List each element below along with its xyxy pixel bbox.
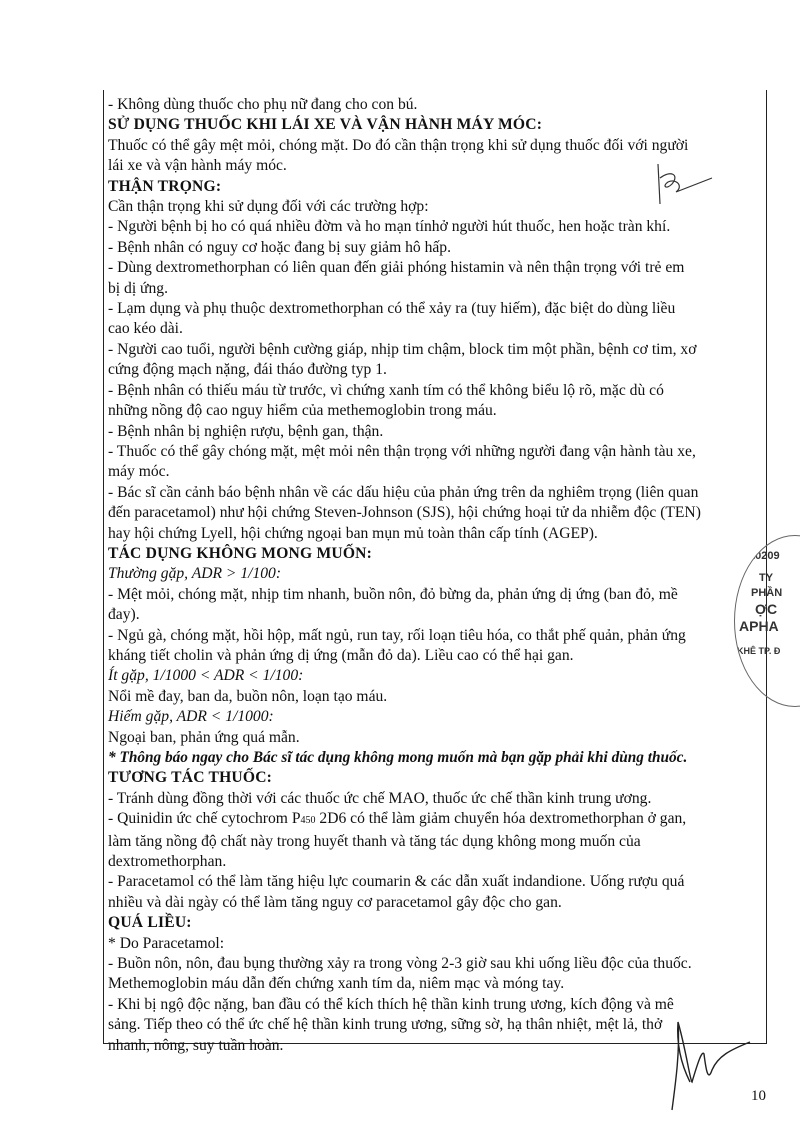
text-segment: 2D6 có thể làm giảm chuyển hóa dextromethorphan ở gan, [315, 810, 687, 828]
text-line: làm tăng nồng độ chất này trong huyết thanh và tăng tác dụng không mong muốn của [108, 832, 641, 850]
subscript: 450 [300, 815, 316, 827]
warning-note: * Thông báo ngay cho Bác sĩ tác dụng không mong muốn mà bạn gặp phải khi dùng thuốc. [108, 749, 688, 766]
text-line: Nổi mề đay, ban da, buồn nôn, loạn tạo máu. [108, 687, 388, 705]
text-line: máy móc. [108, 463, 170, 481]
heading-interactions: TƯƠNG TÁC THUỐC: [108, 769, 273, 787]
page-number: 10 [751, 1088, 766, 1104]
subheading-common: Thường gặp, ADR > 1/100: [108, 565, 282, 583]
stamp-text: ỢC [755, 601, 778, 617]
text-line: nhanh, nông, suy tuần hoàn. [108, 1036, 284, 1054]
text-line: - Mệt mỏi, chóng mặt, nhịp tim nhanh, buồn nôn, đỏ bừng da, phản ứng dị ứng (ban đỏ, mề [108, 585, 678, 603]
text-line: - Paracetamol có thể làm tăng hiệu lực coumarin & các dẫn xuất indandione. Uống rượu quá [108, 873, 685, 891]
stamp-text: 10209 [749, 550, 780, 562]
text-line: - Dùng dextromethorphan có liên quan đến giải phóng histamin và nên thận trọng với trẻ em [108, 259, 685, 277]
subheading-rare: Hiếm gặp, ADR < 1/1000: [108, 708, 274, 726]
initials-signature [650, 160, 720, 210]
text-line: cao kéo dài. [108, 320, 183, 338]
stamp-text: TY [759, 572, 774, 584]
text-line [108, 809, 763, 831]
text-line: đay). [108, 606, 140, 624]
text-line: - Tránh dùng đồng thời với các thuốc ức chế MAO, thuốc ức chế thần kinh trung ương. [108, 789, 652, 807]
text-line: sảng. Tiếp theo có thể ức chế hệ thần kinh trung ương, sững sờ, hạ thân nhiệt, mệt lả, thở [108, 1016, 663, 1034]
text-line: đến paracetamol) như hội chứng Steven-Johnson (SJS), hội chứng hoại tử da nhiễm độc (TEN) [108, 504, 701, 522]
text-line: Ngoại ban, phản ứng quá mẫn. [108, 728, 300, 746]
heading-driving: SỬ DỤNG THUỐC KHI LÁI XE VÀ VẬN HÀNH MÁY MÓC: [108, 116, 543, 134]
text-line: - Buồn nôn, nôn, đau bụng thường xảy ra trong vòng 2-3 giờ sau khi uống liều độc của thuốc. [108, 955, 692, 973]
text-line: dextromethorphan. [108, 853, 227, 871]
heading-caution: THẬN TRỌNG: [108, 177, 222, 195]
text-line: - Ngủ gà, chóng mặt, hồi hộp, mất ngủ, run tay, rối loạn tiêu hóa, co thắt phế quản, phản ứng [108, 626, 686, 644]
text-line: - Bác sĩ cần cảnh báo bệnh nhân về các dấu hiệu của phản ứng trên da nghiêm trọng (liên quan [108, 483, 699, 501]
text-line: Methemoglobin máu dẫn đến chứng xanh tím da, niêm mạc và móng tay. [108, 975, 565, 993]
text-line: - Lạm dụng và phụ thuộc dextromethorphan có thể xảy ra (tuy hiếm), đặc biệt do dùng liều [108, 300, 676, 318]
text-segment: - Quinidin ức chế cytochrom P [108, 810, 301, 828]
heading-adverse-effects: TÁC DỤNG KHÔNG MONG MUỐN: [108, 544, 373, 562]
stamp-text: PHẦN [751, 587, 783, 599]
subheading-uncommon: Ít gặp, 1/1000 < ADR < 1/100: [108, 667, 304, 685]
text-line: lái xe và vận hành máy móc. [108, 157, 287, 175]
text-line: Cần thận trọng khi sử dụng đối với các trường hợp: [108, 198, 429, 216]
text-line: - Khi bị ngộ độc nặng, ban đầu có thể kích thích hệ thần kinh trung ương, kích động và mê [108, 995, 674, 1013]
text-line: Thuốc có thể gây mệt mỏi, chóng mặt. Do đó cần thận trọng khi sử dụng thuốc đối với người [108, 136, 689, 154]
text-line: - Thuốc có thể gây chóng mặt, mệt mỏi nên thận trọng với những người đang vận hành tàu xe, [108, 442, 696, 460]
text-line: nhiều và dài ngày có thể làm tăng nguy cơ paracetamol gây độc cho gan. [108, 893, 562, 911]
text-line: - Không dùng thuốc cho phụ nữ đang cho con bú. [108, 96, 418, 113]
text-line: hay hội chứng Lyell, hội chứng ngoại ban mụn mủ toàn thân cấp tính (AGEP). [108, 524, 598, 542]
text-line: - Bệnh nhân có nguy cơ hoặc đang bị suy giảm hô hấp. [108, 238, 452, 256]
text-line: cứng động mạch nặng, đái tháo đường typ 1. [108, 361, 387, 379]
heading-overdose: QUÁ LIỀU: [108, 914, 192, 932]
stamp-text: APHA [739, 618, 779, 634]
handwritten-signature [650, 1010, 760, 1115]
text-line: - Người cao tuổi, người bệnh cường giáp, nhịp tim chậm, block tim một phần, bệnh cơ tim, xơ [108, 340, 697, 358]
text-line: - Bệnh nhân bị nghiện rượu, bệnh gan, thận. [108, 422, 384, 440]
text-line: những nồng độ cao nguy hiểm của methemoglobin trong máu. [108, 402, 497, 420]
text-line: - Bệnh nhân có thiếu máu từ trước, vì chứng xanh tím có thể không biểu lộ rõ, mặc dù có [108, 381, 664, 399]
stamp-text: KHÊ TP. Đ [737, 646, 781, 656]
text-line: kháng tiết cholin và phản ứng dị ứng (mẫn đỏ da). Liều cao có thể hại gan. [108, 646, 574, 664]
text-line: bị dị ứng. [108, 279, 168, 297]
text-line: * Do Paracetamol: [108, 934, 225, 952]
text-line: - Người bệnh bị ho có quá nhiều đờm và ho mạn tínhở người hút thuốc, hen hoặc tràn khí. [108, 218, 671, 236]
document-body [108, 95, 763, 1056]
